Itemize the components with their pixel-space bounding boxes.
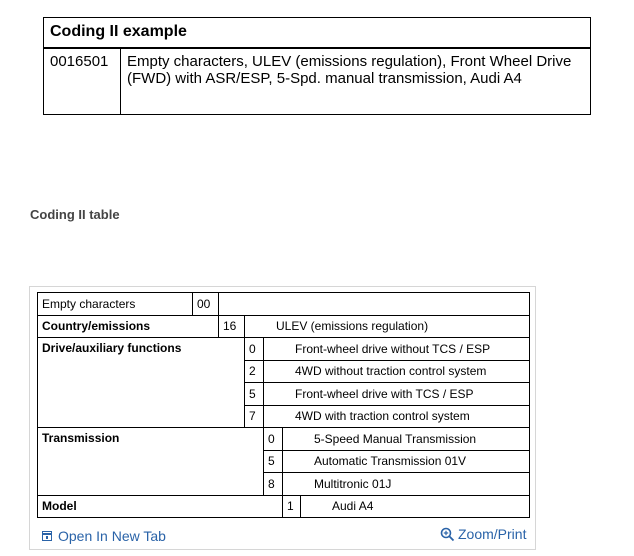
open-new-tab-link[interactable]: [42, 528, 166, 544]
transmission-label: Transmission: [38, 428, 264, 496]
table-row: [38, 428, 530, 451]
drive-code: 7: [245, 405, 264, 428]
transmission-desc: Automatic Transmission 01V: [283, 450, 530, 473]
table-row: [38, 315, 530, 338]
coding-table: [37, 292, 530, 518]
model-desc: Audi A4: [301, 495, 530, 518]
table-row: [38, 495, 530, 518]
section-title: Coding II table: [30, 207, 120, 222]
table-row: [38, 293, 530, 316]
drive-desc: 4WD without traction control system: [264, 360, 530, 383]
drive-desc: 4WD with traction control system: [264, 405, 530, 428]
empty-label: Empty characters: [38, 293, 193, 316]
drive-code: 0: [245, 338, 264, 361]
coding-example-table: [43, 17, 591, 115]
transmission-desc: Multitronic 01J: [283, 473, 530, 496]
drive-desc: Front-wheel drive without TCS / ESP: [264, 338, 530, 361]
country-label: Country/emissions: [38, 315, 219, 338]
open-new-tab-label: Open In New Tab: [58, 528, 166, 544]
transmission-code: 0: [264, 428, 283, 451]
example-description: Empty characters, ULEV (emissions regulation), Front Wheel Drive (FWD) with ASR/ESP, 5-Spd. manual transmission, Audi A4: [121, 48, 591, 115]
drive-code: 2: [245, 360, 264, 383]
zoom-print-link[interactable]: [440, 526, 526, 542]
empty-rest: [219, 293, 530, 316]
example-code: 0016501: [44, 48, 121, 115]
country-code: 16: [219, 315, 245, 338]
country-desc: ULEV (emissions regulation): [245, 315, 530, 338]
transmission-code: 5: [264, 450, 283, 473]
drive-code: 5: [245, 383, 264, 406]
example-title: Coding II example: [44, 18, 591, 49]
drive-label: Drive/auxiliary functions: [38, 338, 245, 428]
transmission-desc: 5-Speed Manual Transmission: [283, 428, 530, 451]
drive-desc: Front-wheel drive with TCS / ESP: [264, 383, 530, 406]
empty-code: 00: [193, 293, 219, 316]
table-row: [38, 338, 530, 361]
transmission-code: 8: [264, 473, 283, 496]
zoom-icon: [440, 527, 455, 542]
zoom-print-label: Zoom/Print: [458, 526, 527, 542]
model-code: 1: [283, 495, 301, 518]
open-tab-icon: [42, 531, 52, 541]
model-label: Model: [38, 495, 283, 518]
